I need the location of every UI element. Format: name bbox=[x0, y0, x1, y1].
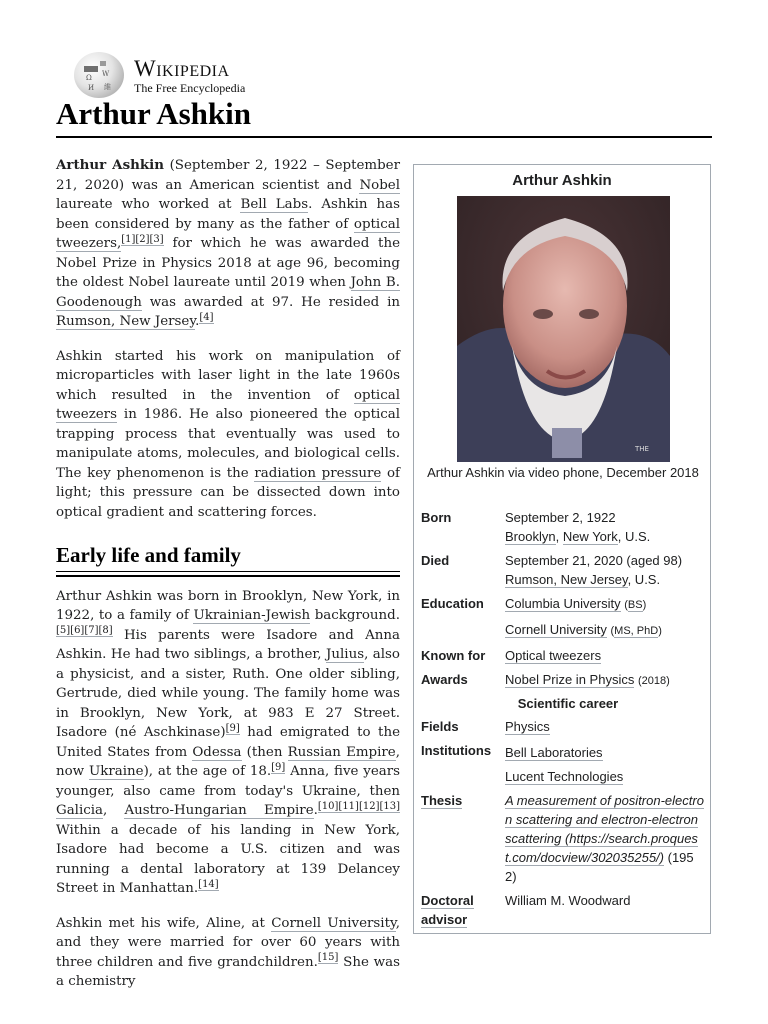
label-died: Died bbox=[421, 553, 450, 568]
link-optical-tweezers[interactable]: Optical tweezers bbox=[505, 648, 602, 663]
wikipedia-logo[interactable] bbox=[74, 52, 245, 98]
intro-paragraph-2: Ashkin started his work on manipulation of microparticles with laser light in the late 1960s which resulted in the invention of optical tweezers in 1986. He also pioneered the optical trapping process that eventually was used to manipulate atoms, molecules, and biological cells. The key phenomenon is the radiation pressure of light; this pressure can be dissected down into optical gradient and scattering forces. bbox=[56, 348, 400, 520]
value-born: September 2, 1922 Brooklyn, New York, U.S. bbox=[505, 508, 705, 546]
bold-term: Arthur Ashkin bbox=[56, 157, 164, 173]
photo-caption: Arthur Ashkin via video phone, December 2018 bbox=[427, 465, 699, 480]
wordmark-tagline: The Free Encyclopedia bbox=[134, 80, 246, 95]
link-thesis[interactable]: A measurement of positron-electron scattering and electron-electron scattering (https://search.proquest.com/docview/302035255/) bbox=[505, 793, 704, 865]
portrait-image-icon bbox=[457, 196, 670, 462]
row-doctoral-advisor bbox=[421, 891, 705, 929]
inline-link[interactable]: John B. Goodenough bbox=[56, 275, 400, 310]
early-life-paragraph-1: Arthur Ashkin was born in Brooklyn, New York, in 1922, to a family of Ukrainian-Jewish background.[5][6][7][8] His parents were Isadore and Anna Ashkin. He had two siblings, a brother, Julius, also a physicist, and a sister, Ruth. One older sibling, Gertrude, died while young. The family home was in Brooklyn, New York, at 983 E 27 Street. Isadore (né Aschkinase)[9] had emigrated to the United States from Odessa (then Russian Empire, now Ukraine), at the age of 18.[9] Anna, five years younger, also came from today's Ukraine, then Galicia, Austro-Hungarian Empire.[10][11][12][13] Within a decade of his landing in New York, Isadore had become a U.S. citizen and was running a dental laboratory at 139 Delancey Street in Manhattan.[14] bbox=[56, 588, 401, 896]
label-born: Born bbox=[421, 510, 452, 525]
inline-link[interactable]: Ukrainian-Jewish bbox=[193, 608, 311, 623]
inline-link[interactable]: radiation pressure bbox=[254, 465, 382, 481]
infobox bbox=[413, 164, 711, 934]
value-education: Columbia University (BS) Cornell University (MS, PhD) bbox=[505, 596, 662, 637]
citation-ref[interactable]: [1][2][3] bbox=[121, 233, 164, 245]
link-degree-ms-phd[interactable]: MS, PhD bbox=[614, 625, 659, 637]
citation-ref[interactable]: [5][6][7][8] bbox=[56, 625, 113, 637]
row-known-for bbox=[421, 646, 705, 665]
inline-link[interactable]: Odessa bbox=[192, 744, 242, 760]
inline-link[interactable]: Cornell University bbox=[271, 915, 396, 931]
value-doctoral-advisor: William M. Woodward bbox=[505, 893, 631, 908]
label-doctoral-advisor[interactable]: Doctoral advisor bbox=[421, 893, 474, 927]
link-cornell[interactable]: Cornell University bbox=[505, 622, 607, 637]
row-education bbox=[421, 594, 705, 641]
citation-ref[interactable]: [9] bbox=[271, 761, 286, 773]
label-fields: Fields bbox=[421, 719, 459, 734]
link-degree-bs[interactable]: BS bbox=[627, 599, 643, 611]
inline-link[interactable]: Julius bbox=[326, 647, 365, 662]
scientific-career-header: Scientific career bbox=[517, 696, 619, 711]
row-fields bbox=[421, 717, 705, 736]
title-divider bbox=[56, 136, 712, 138]
label-institutions: Institutions bbox=[421, 743, 492, 758]
row-born bbox=[421, 508, 705, 546]
inline-link[interactable]: optical tweezers bbox=[56, 387, 400, 422]
section-heading-early-life: Early life and family bbox=[56, 546, 400, 572]
label-awards: Awards bbox=[421, 672, 468, 687]
infobox-rows bbox=[421, 508, 705, 934]
page-title: Arthur Ashkin bbox=[56, 96, 251, 131]
label-education: Education bbox=[421, 596, 484, 611]
row-awards: Awards Nobel Prize in Physics (2018) bbox=[421, 670, 705, 691]
citation-ref[interactable]: [4] bbox=[199, 311, 214, 323]
inline-link[interactable]: Austro-Hungarian Empire bbox=[124, 803, 314, 818]
link-bell-laboratories[interactable]: Bell Laboratories bbox=[505, 745, 603, 760]
label-thesis[interactable]: Thesis bbox=[421, 793, 463, 808]
citation-ref[interactable]: [14] bbox=[198, 878, 219, 890]
born-date: September 2, 1922 bbox=[505, 510, 616, 525]
portrait-photo[interactable] bbox=[457, 196, 670, 462]
label-known-for: Known for bbox=[421, 648, 486, 663]
inline-link[interactable]: Russian Empire bbox=[287, 744, 396, 760]
wikipedia-globe-icon: Ω W И 維 bbox=[74, 52, 124, 98]
wordmark bbox=[134, 57, 245, 94]
inline-link[interactable]: optical tweezers, bbox=[56, 216, 400, 251]
link-nobel-prize[interactable]: Nobel Prize in Physics bbox=[505, 672, 635, 687]
row-institutions bbox=[421, 741, 705, 786]
value-died: September 21, 2020 (aged 98) Rumson, New Jersey, U.S. bbox=[505, 551, 705, 589]
row-died bbox=[421, 551, 705, 589]
link-columbia[interactable]: Columbia University bbox=[505, 596, 621, 611]
inline-link[interactable]: Galicia bbox=[56, 803, 104, 818]
row-thesis: Thesis A measurement of positron-electron scattering and electron-electron scattering (https://search.proquest.com/docview/302035255/) (1952) bbox=[421, 793, 704, 884]
section-divider bbox=[56, 575, 400, 577]
infobox-title: Arthur Ashkin bbox=[512, 172, 612, 189]
inline-link[interactable]: Ukraine bbox=[88, 764, 144, 779]
inline-link[interactable]: Rumson, New Jersey bbox=[56, 314, 196, 329]
died-date: September 21, 2020 (aged 98) bbox=[505, 553, 683, 568]
link-rumson[interactable]: Rumson, New Jersey bbox=[505, 572, 628, 587]
link-lucent-technologies[interactable]: Lucent Technologies bbox=[505, 769, 624, 784]
early-life-paragraph-2: Ashkin met his wife, Aline, at Cornell University, and they were married for over 60 years with three children and five grandchildren.[15] She was a chemistry bbox=[56, 915, 401, 989]
intro-paragraph-1: Arthur Ashkin (September 2, 1922 – September 21, 2020) was an American scientist and Nobel laureate who worked at Bell Labs. Ashkin has been considered by many as the father of optical tweezers,[1][2][3] for which he was awarded the Nobel Prize in Physics 2018 at age 96, becoming the oldest Nobel laureate until 2019 when John B. Goodenough was awarded at 97. He resided in Rumson, New Jersey.[4] bbox=[56, 157, 401, 329]
inline-link[interactable]: Nobel bbox=[359, 177, 400, 193]
svg-text:THE: THE bbox=[635, 445, 649, 453]
inline-link[interactable]: Bell Labs bbox=[240, 197, 309, 212]
wordmark-title: Wikipedia bbox=[134, 55, 230, 81]
article-body bbox=[56, 156, 400, 1007]
citation-ref[interactable]: [9] bbox=[225, 722, 240, 734]
link-brooklyn[interactable]: Brooklyn bbox=[505, 529, 556, 544]
citation-ref[interactable]: [15] bbox=[317, 952, 339, 964]
link-new-york[interactable]: New York bbox=[562, 529, 618, 544]
citation-ref[interactable]: [10][11][12][13] bbox=[317, 800, 400, 812]
link-physics[interactable]: Physics bbox=[505, 719, 550, 734]
